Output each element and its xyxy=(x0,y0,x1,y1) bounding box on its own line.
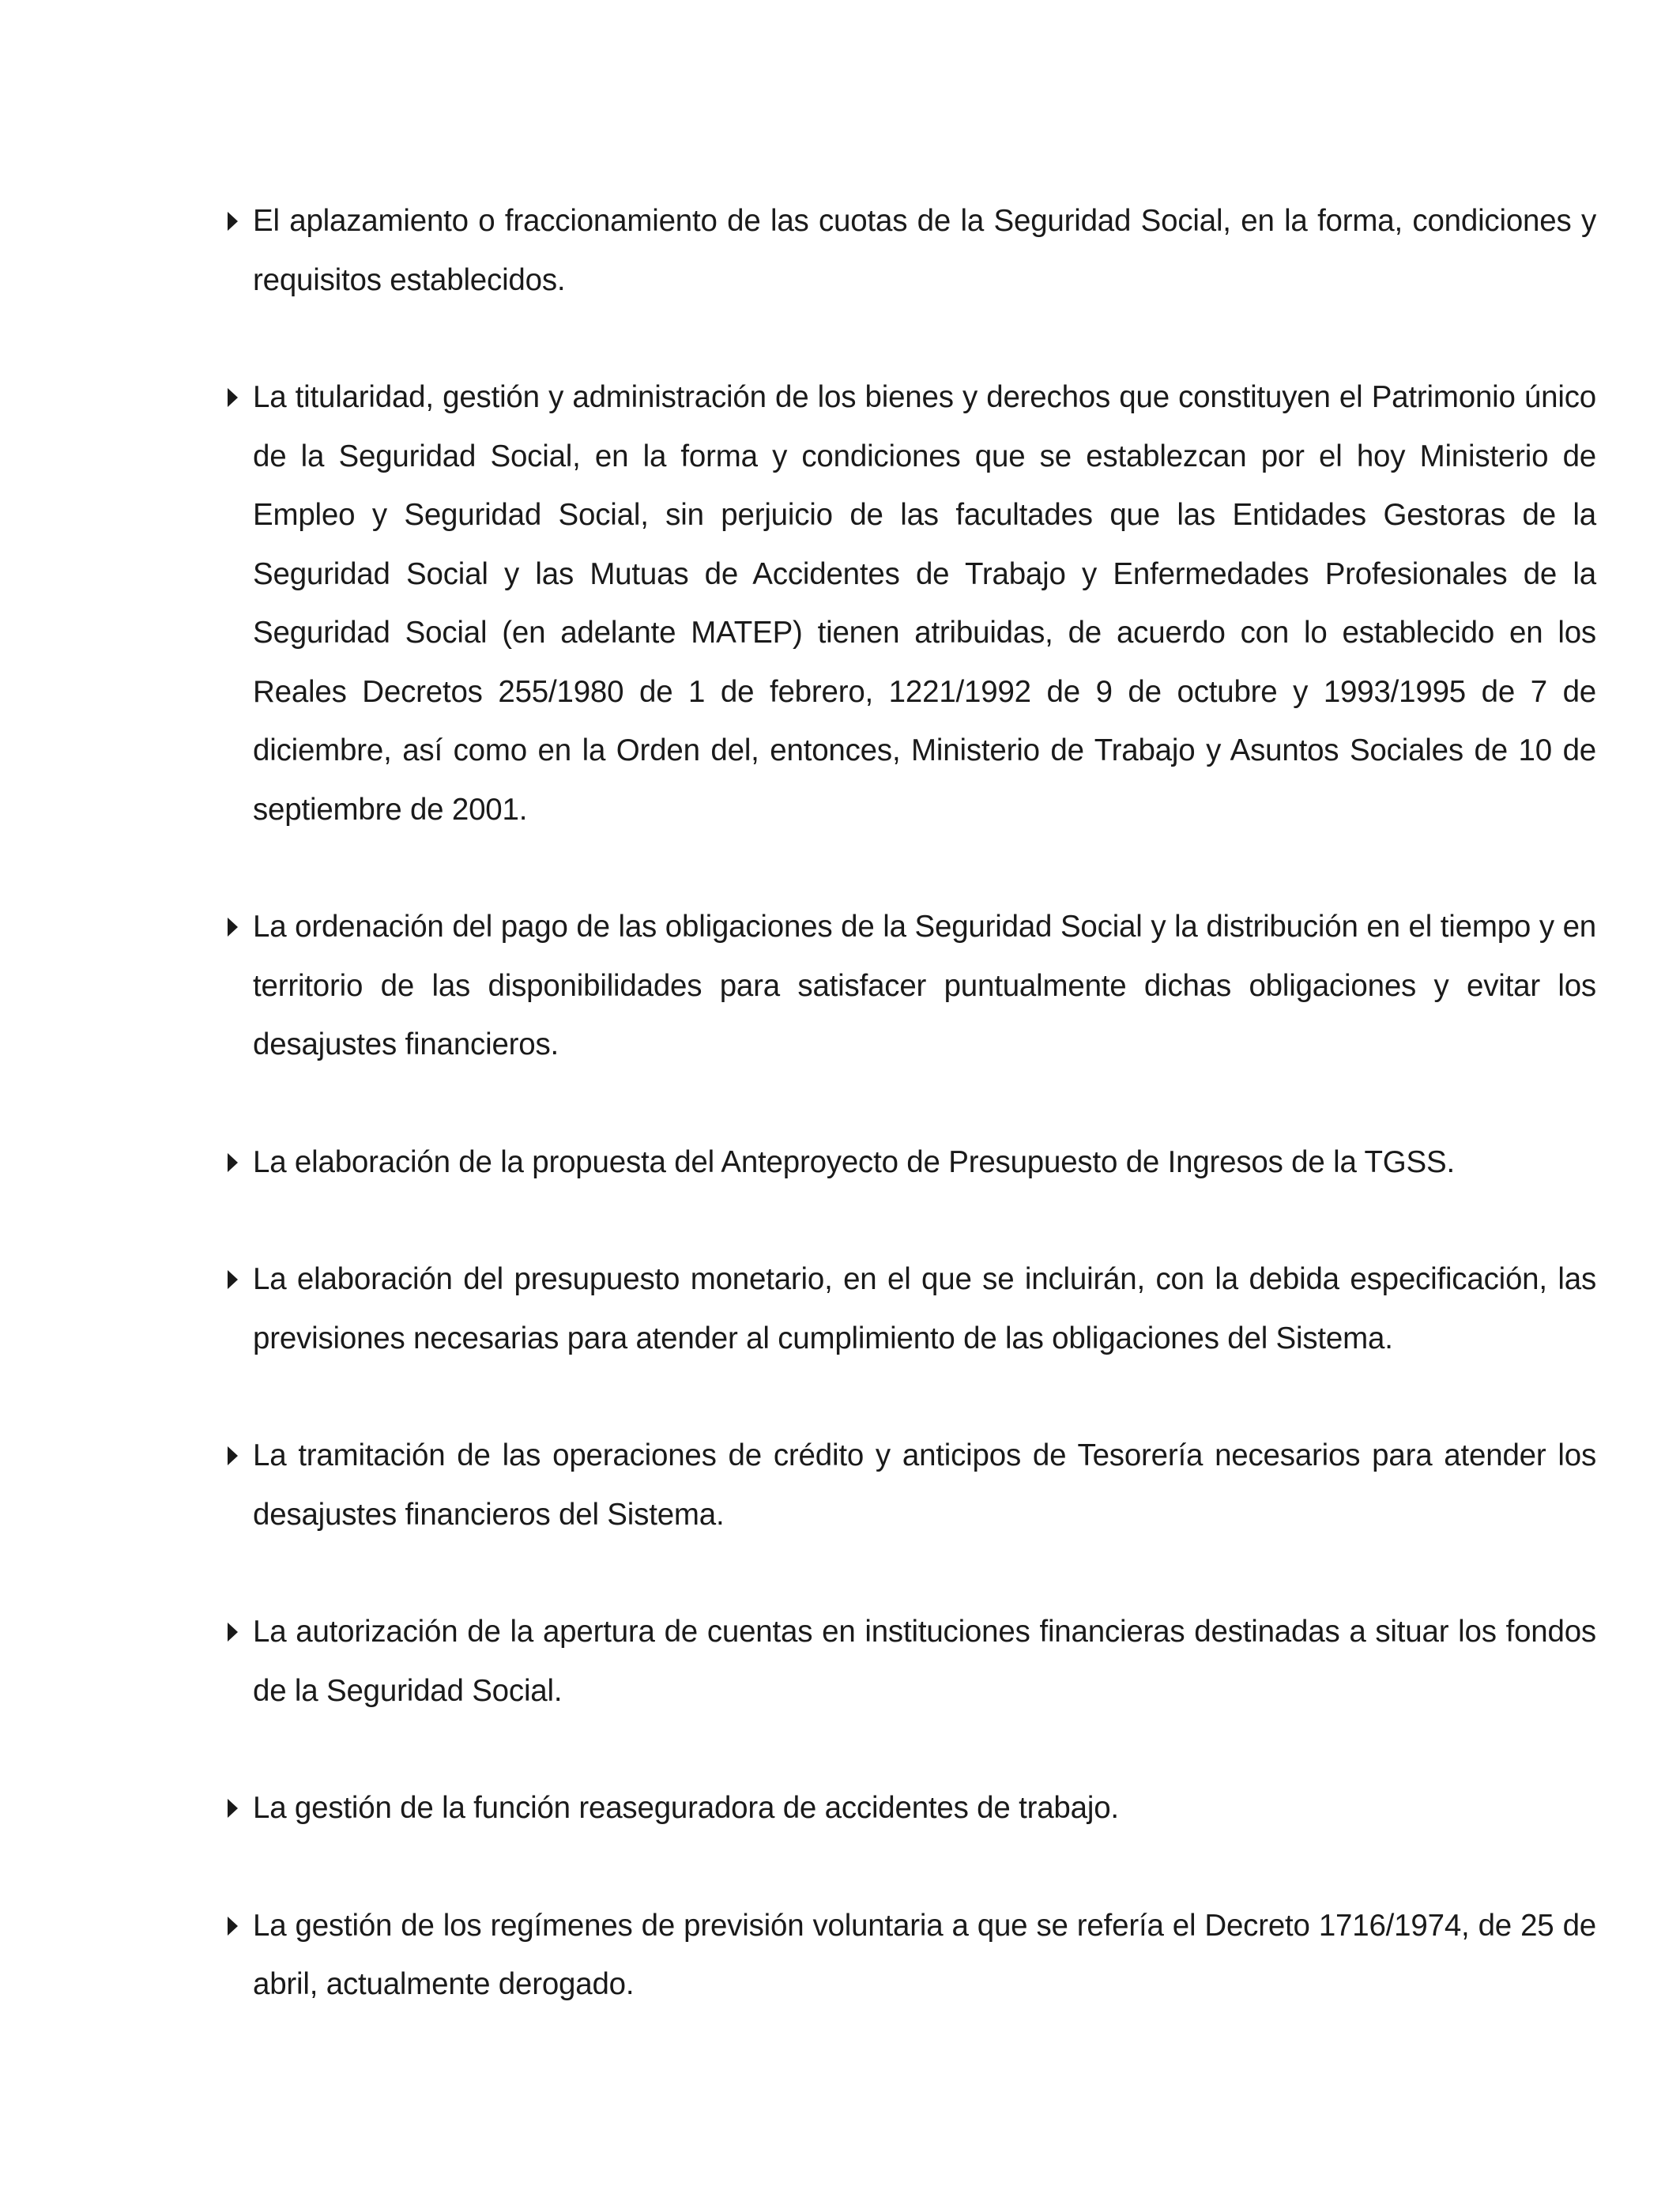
triangle-bullet-icon xyxy=(228,1799,238,1818)
triangle-bullet-icon xyxy=(228,388,238,407)
triangle-bullet-icon xyxy=(228,918,238,937)
list-item xyxy=(221,368,1596,839)
triangle-bullet-icon xyxy=(228,1270,238,1289)
triangle-bullet-icon xyxy=(228,1446,238,1465)
list-item xyxy=(221,1779,1596,1838)
list-item xyxy=(221,1897,1596,2015)
list-item xyxy=(221,192,1596,310)
list-item-text: La gestión de los regímenes de previsión voluntaria a que se refería el Decreto 1716/1974, de 25 de abril, actualmente derogado. xyxy=(253,1908,1596,2001)
triangle-bullet-icon xyxy=(228,212,238,231)
list-item xyxy=(221,1133,1596,1193)
list-item xyxy=(221,1250,1596,1368)
list-item-text: La gestión de la función reaseguradora de accidentes de trabajo. xyxy=(253,1791,1119,1825)
list-item-text: El aplazamiento o fraccionamiento de las cuotas de la Seguridad Social, en la forma, condiciones y requisitos establecidos. xyxy=(253,204,1596,297)
triangle-bullet-icon xyxy=(228,1917,238,1936)
list-item xyxy=(221,898,1596,1075)
list-item-text: La elaboración de la propuesta del Anteproyecto de Presupuesto de Ingresos de la TGSS. xyxy=(253,1144,1455,1179)
list-item-text: La tramitación de las operaciones de crédito y anticipos de Tesorería necesarios para atender los desajustes financieros del Sistema. xyxy=(253,1438,1596,1532)
triangle-bullet-icon xyxy=(228,1623,238,1642)
triangle-bullet-icon xyxy=(228,1153,238,1172)
list-item xyxy=(221,1427,1596,1544)
list-item xyxy=(221,1603,1596,1721)
list-item-text: La autorización de la apertura de cuentas en instituciones financieras destinadas a situar los fondos de la Seguridad Social. xyxy=(253,1615,1596,1708)
list-item-text: La ordenación del pago de las obligaciones de la Seguridad Social y la distribución en el tiempo y en territorio de las disponibilidades para satisfacer puntualmente dichas obligaciones y evitar los desajustes financieros. xyxy=(253,910,1596,1061)
list-item-text: La elaboración del presupuesto monetario, en el que se incluirán, con la debida especificación, las previsiones necesarias para atender al cumplimiento de las obligaciones del Sistema. xyxy=(253,1262,1596,1355)
bullet-list xyxy=(221,192,1596,2015)
list-item-text: La titularidad, gestión y administración de los bienes y derechos que constituyen el Patrimonio único de la Seguridad Social, en la forma y condiciones que se establezcan por el hoy Ministerio de Empleo y Seguridad Social, sin perjuicio de las facultades que las Entidades Gestoras de la Seguridad Social y las Mutuas de Accidentes de Trabajo y Enfermedades Profesionales de la Seguridad Social (en adelante MATEP) tienen atribuidas, de acuerdo con lo establecido en los Reales Decretos 255/1980 de 1 de febrero, 1221/1992 de 9 de octubre y 1993/1995 de 7 de diciembre, así como en la Orden del, entonces, Ministerio de Trabajo y Asuntos Sociales de 10 de septiembre de 2001. xyxy=(253,380,1596,827)
